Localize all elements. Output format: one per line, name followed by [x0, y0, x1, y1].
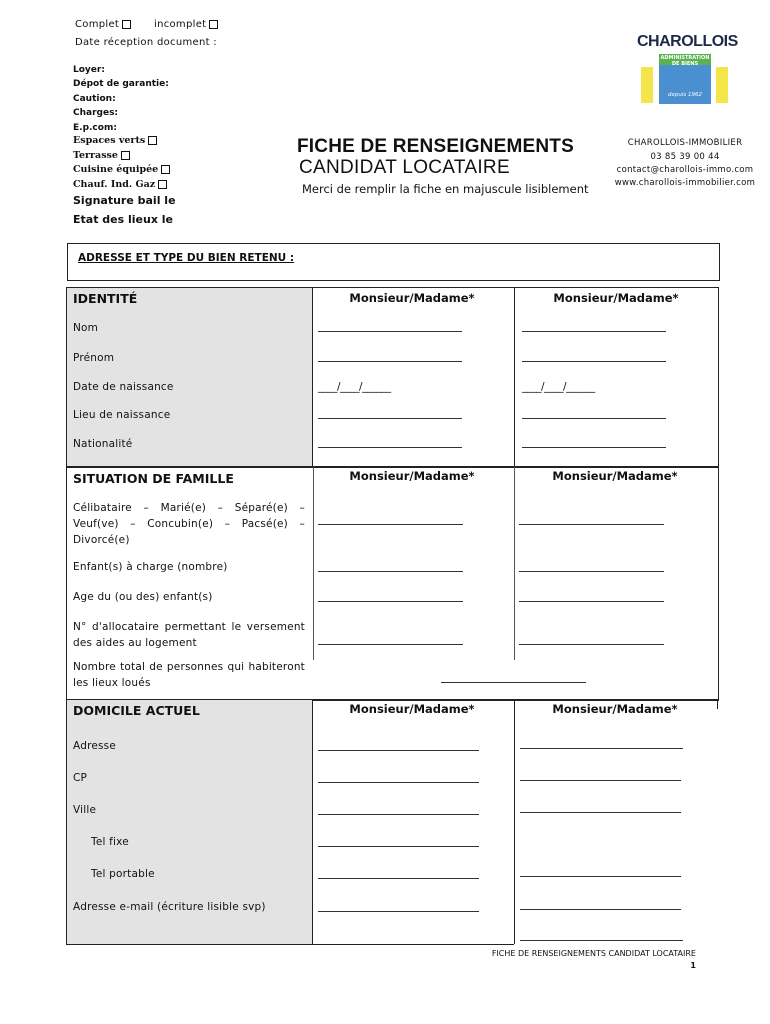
incomplete-checkbox[interactable] [209, 20, 218, 29]
form-title: FICHE DE RENSEIGNEMENTS [297, 136, 574, 157]
cp-label: CP [73, 772, 88, 784]
ville-label: Ville [73, 804, 97, 816]
nom-field-1[interactable] [318, 330, 462, 332]
nationalite-label: Nationalité [73, 438, 133, 450]
logo-sub2: DE BIENS [671, 61, 699, 67]
tel-portable-field-1[interactable] [318, 877, 479, 879]
agency-website[interactable]: www.charollois-immobilier.com [614, 178, 756, 188]
etat-lieux-label: Etat des lieux le [73, 213, 173, 226]
agency-phone: 03 85 39 00 44 [650, 152, 720, 162]
form-subtitle: CANDIDAT LOCATAIRE [299, 157, 510, 178]
lieu-naissance-label: Lieu de naissance [73, 409, 171, 421]
date-naissance-field-2[interactable]: ____/____/______ [522, 381, 595, 393]
logo-sub1: ADMINISTRATION [660, 55, 710, 61]
address-label: ADRESSE ET TYPE DU BIEN RETENU : [78, 252, 295, 264]
signature-label: Signature bail le [73, 194, 176, 207]
nom-label: Nom [73, 322, 99, 334]
identite-title: IDENTITÉ [73, 291, 138, 306]
caution-label: Caution: [73, 94, 116, 104]
tel-fixe-field-1[interactable] [318, 845, 479, 847]
adresse-field-2[interactable] [520, 747, 683, 749]
charges-label: Charges: [73, 108, 119, 118]
espaces-verts-label: Espaces verts [73, 135, 146, 146]
cuisine-item[interactable] [73, 163, 170, 178]
agency-email[interactable]: contact@charollois-immo.com [616, 165, 754, 175]
chauffage-item[interactable] [73, 178, 167, 193]
domicile-title: DOMICILE ACTUEL [73, 703, 200, 718]
age-enfants-field-2[interactable] [519, 600, 664, 602]
status-incomplete[interactable] [154, 19, 218, 30]
cuisine-label: Cuisine équipée [73, 164, 159, 175]
total-personnes-label: Nombre total de personnes qui habiteront les lieux loués [73, 661, 305, 689]
famille-col2-header: Monsieur/Madame* [552, 469, 678, 483]
agency-name: CHAROLLOIS-IMMOBILIER [627, 138, 743, 148]
page-number: 1 [690, 961, 696, 970]
famille-title: SITUATION DE FAMILLE [73, 471, 234, 486]
adresse-field-1[interactable] [318, 749, 479, 751]
enfants-field-1[interactable] [318, 570, 463, 572]
nationalite-field-1[interactable] [318, 446, 462, 448]
lieu-naissance-field-1[interactable] [318, 417, 462, 419]
logo-since: depuis 1962 [668, 92, 702, 98]
statut-label: Célibataire – Marié(e) – Séparé(e) – Veuf(ve) – Concubin(e) – Pacsé(e) – Divorcé(e) [73, 502, 305, 546]
date-naissance-field-1[interactable]: ____/____/______ [318, 381, 391, 393]
statut-field-1[interactable] [318, 523, 463, 525]
epcom-label: E.p.com: [73, 123, 117, 133]
age-enfants-label: Age du (ou des) enfant(s) [73, 591, 213, 603]
allocataire-label: N° d'allocataire permettant le versement des aides au logement [73, 621, 305, 649]
email-label: Adresse e-mail (écriture lisible svp) [73, 901, 266, 913]
cp-field-2[interactable] [520, 779, 681, 781]
complete-checkbox[interactable] [122, 20, 131, 29]
ville-field-2[interactable] [520, 811, 681, 813]
allocataire-field-1[interactable] [318, 643, 463, 645]
chauffage-label: Chauf. Ind. Gaz [73, 179, 156, 190]
espaces-verts-checkbox[interactable] [148, 136, 157, 145]
adresse-label: Adresse [73, 740, 117, 752]
email-field-2-continued[interactable] [520, 939, 683, 941]
famille-col1-header: Monsieur/Madame* [349, 469, 475, 483]
terrasse-checkbox[interactable] [121, 151, 130, 160]
ville-field-1[interactable] [318, 813, 479, 815]
nom-field-2[interactable] [522, 330, 666, 332]
enfants-field-2[interactable] [519, 570, 664, 572]
chauffage-checkbox[interactable] [158, 180, 167, 189]
reception-date-label: Date réception document : [75, 37, 217, 48]
terrasse-label: Terrasse [73, 150, 118, 161]
prenom-field-2[interactable] [522, 360, 666, 362]
total-personnes-field[interactable] [441, 681, 586, 683]
terrasse-item[interactable] [73, 149, 130, 164]
tel-fixe-label: Tel fixe [91, 836, 129, 848]
cp-field-1[interactable] [318, 781, 479, 783]
tel-portable-label: Tel portable [91, 868, 155, 880]
espaces-verts-item[interactable] [73, 134, 157, 149]
identite-table [66, 287, 719, 468]
loyer-label: Loyer: [73, 65, 105, 75]
status-complete[interactable] [75, 19, 131, 30]
depot-label: Dépot de garantie: [73, 79, 169, 89]
age-enfants-field-1[interactable] [318, 600, 463, 602]
email-field-1[interactable] [318, 910, 479, 912]
prenom-label: Prénom [73, 352, 115, 364]
footer-title: FICHE DE RENSEIGNEMENTS CANDIDAT LOCATAIRE [491, 949, 696, 958]
statut-field-2[interactable] [519, 523, 664, 525]
cuisine-checkbox[interactable] [161, 165, 170, 174]
prenom-field-1[interactable] [318, 360, 462, 362]
identite-col1-header: Monsieur/Madame* [349, 291, 475, 305]
logo-wordmark: CHAROLLOIS [637, 33, 738, 50]
incomplete-label: incomplet [154, 19, 207, 30]
enfants-label: Enfant(s) à charge (nombre) [73, 561, 228, 573]
date-naissance-label: Date de naissance [73, 381, 174, 393]
nationalite-field-2[interactable] [522, 446, 666, 448]
form-instructions: Merci de remplir la fiche en majuscule lisiblement [302, 182, 589, 196]
tel-portable-field-2[interactable] [520, 875, 681, 877]
lieu-naissance-field-2[interactable] [522, 417, 666, 419]
allocataire-field-2[interactable] [519, 643, 664, 645]
domicile-col2-header: Monsieur/Madame* [552, 702, 678, 716]
email-field-2[interactable] [520, 908, 681, 910]
identite-col2-header: Monsieur/Madame* [553, 291, 679, 305]
domicile-col1-header: Monsieur/Madame* [349, 702, 475, 716]
complete-label: Complet [75, 19, 120, 30]
